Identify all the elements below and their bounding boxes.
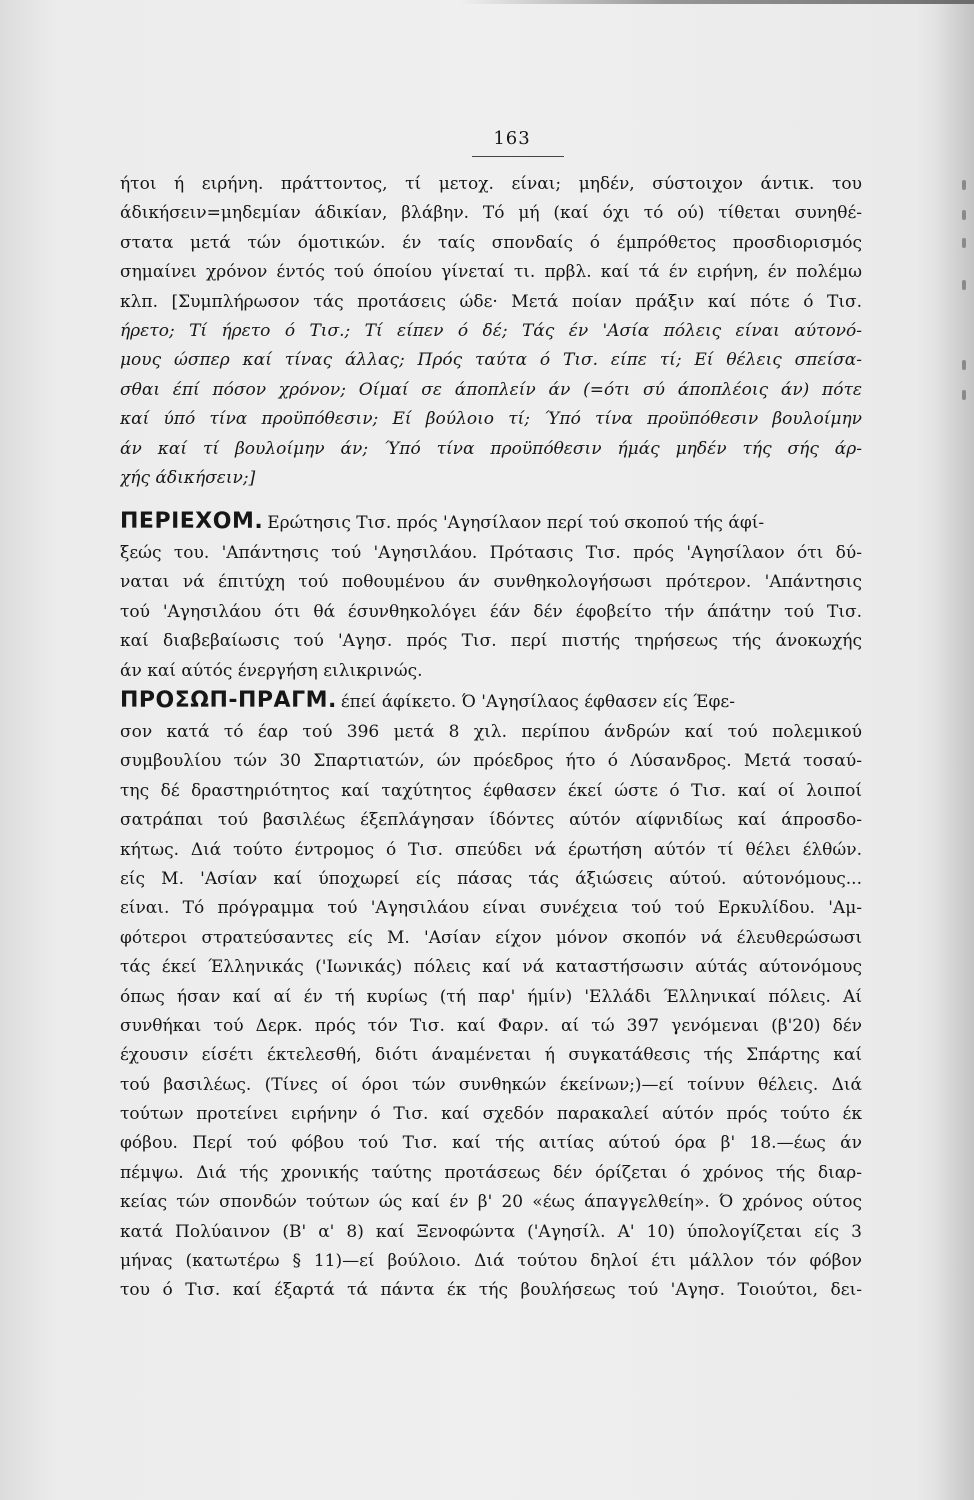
- notes-line: χής άδικήσειν;]: [120, 467, 256, 488]
- persons-line: συνθήκαι τού Δερκ. πρός τόν Τισ. καί Φαρν. αί τώ 397 γενόμεναι (β'20) δέν: [120, 1015, 862, 1036]
- notes-line: μους ώσπερ καί τίνας άλλας; Πρός ταύτα ό Τισ. είπε τί; Εί θέλεις σπείσα-: [120, 350, 862, 371]
- notes-line: ήτοι ή ειρήνη. πράττοντος, τί μετοχ. είναι; μηδέν, σύστοιχον άντικ. του: [120, 174, 862, 194]
- contents-line: καί διαβεβαίωσις τού 'Αγησ. πρός Τισ. περί πιστής τηρήσεως τής άνοκωχής: [120, 631, 862, 652]
- persons-line: φότεροι στρατεύσαντες είς Μ. 'Ασίαν είχον μόνον σκοπόν νά έλευθερώσωσι: [120, 927, 862, 948]
- persons-line: τάς έκεί Έλληνικάς ('Ιωνικάς) πόλεις καί νά καταστήσωσιν αύτάς αύτονόμους: [120, 957, 862, 978]
- notes-paragraph: [120, 170, 862, 493]
- persons-line: όπως ήσαν καί αί έν τή κυρίως (τή παρ' ήμίν) 'Ελλάδι Έλληνικαί πόλεις. Αί: [120, 986, 862, 1007]
- notes-line: άν καί τί βουλοίμην άν; Ύπό τίνα προϋπόθεσιν ήμάς μηδέν τής σής άρ-: [120, 438, 862, 459]
- persons-line: κείας τών σπονδών τούτων ώς καί έν β' 20 «έως άπαγγελθείη». Ό χρόνος ούτος: [120, 1192, 862, 1213]
- contents-first-line: [120, 505, 862, 539]
- persons-line: είναι. Τό πρόγραμμα τού 'Αγησιλάου είναι συνέχεια τού τού Ερκυλίδου. 'Αμ-: [120, 898, 862, 919]
- persons-body: [120, 718, 862, 1306]
- contents-line: ξεώς του. 'Απάντησις τού 'Αγησιλάου. Πρότασις Τισ. πρός 'Αγησίλαον ότι δύ-: [120, 543, 862, 563]
- persons-line: είς Μ. 'Ασίαν καί ύποχωρεί είς πάσας τάς άξιώσεις αύτού. αύτονόμους...: [120, 868, 862, 889]
- notes-line: άδικήσειν=μηδεμίαν άδικίαν, βλάβην. Τό μή (καί όχι τό ού) τίθεται συνηθέ-: [120, 203, 862, 224]
- persons-line: τούτων προτείνει ειρήνην ό Τισ. καί σχεδόν παρακαλεί αύτόν πρός τούτο έκ: [120, 1104, 862, 1125]
- persons-line: φόβου. Περί τού φόβου τού Τισ. καί τής αιτίας αύτού όρα β' 18.—έως άν: [120, 1133, 862, 1154]
- notes-line: σθαι έπί πόσον χρόνον; Οίμαί σε άποπλείν άν (=ότι σύ άποπλέοις άν) πότε: [120, 379, 862, 400]
- persons-section: [120, 684, 862, 1306]
- notes-line: καί ύπό τίνα προϋπόθεσιν; Εί βούλοιο τί; Ύπό τίνα προϋπόθεσιν βουλοίμην: [120, 409, 862, 430]
- contents-section: [120, 505, 862, 686]
- page-number-rule: [472, 156, 564, 157]
- margin-mark: [962, 238, 966, 248]
- persons-line: σατράπαι τού βασιλέως έξεπλάγησαν ίδόντες αύτόν αίφνιδίως καί άπροσδο-: [120, 810, 862, 831]
- persons-first-line-text: έπεί άφίκετο. Ό 'Αγησίλαος έφθασεν είς Έφε-: [340, 692, 735, 712]
- persons-line: κατά Πολύαινον (Β' α' 8) καί Ξενοφώντα ('Αγησίλ. Α' 10) ύπολογίζεται είς 3: [120, 1221, 862, 1242]
- persons-line: έχουσιν είσέτι έκτελεσθή, διότι άναμένεται ή συγκατάθεσις τής Σπάρτης καί: [120, 1045, 862, 1066]
- persons-line: συμβουλίου τών 30 Σπαρτιατών, ών πρόεδρος ήτο ό Λύσανδρος. Μετά τοσαύ-: [120, 751, 862, 772]
- persons-line: πέμψω. Διά τής χρονικής ταύτης προτάσεως δέν όρίζεται ό χρόνος τής διαρ-: [120, 1162, 862, 1183]
- contents-body: [120, 539, 862, 686]
- page-number: 163: [493, 128, 531, 149]
- persons-heading: ΠΡΟΣΩΠ-ΠΡΑΓΜ.: [120, 688, 337, 713]
- persons-line: του ό Τισ. καί έξαρτά τά πάντα έκ τής βουλήσεως τού 'Αγησ. Τοιούτοι, δει-: [120, 1280, 862, 1301]
- notes-line: ήρετο; Τί ήρετο ό Τισ.; Τί είπεν ό δέ; Τάς έν 'Ασία πόλεις είναι αύτονό-: [120, 320, 862, 341]
- notes-line: σημαίνει χρόνον έντός τού όποίου γίνεταί τι. πρβλ. καί τά έν ειρήνη, έν πολέμω: [120, 262, 862, 283]
- margin-mark: [962, 360, 966, 370]
- contents-line: τού 'Αγησιλάου ότι θά έσυνθηκολόγει έάν δέν έφοβείτο τήν άπάτην τού Τισ.: [120, 601, 862, 622]
- persons-line: τού βασιλέως. (Τίνες οί όροι τών συνθηκών έκείνων;)—εί τοίνυν θέλεις. Διά: [120, 1074, 862, 1095]
- margin-mark: [962, 180, 966, 190]
- top-edge-shadow: [460, 0, 974, 4]
- contents-first-line-text: Ερώτησις Τισ. πρός 'Αγησίλαον περί τού σκοπού τής άφί-: [267, 513, 765, 533]
- persons-line: κήτως. Διά τούτο έντρομος ό Τισ. σπεύδει νά έρωτήση αύτόν τί θέλει έλθών.: [120, 839, 862, 860]
- persons-line: της δέ δραστηριότητος καί ταχύτητος έφθασεν έκεί ώστε ό Τισ. καί οί λοιποί: [120, 780, 862, 801]
- margin-mark: [962, 280, 966, 290]
- persons-first-line: [120, 684, 862, 718]
- margin-bleed-marks: [946, 180, 968, 440]
- margin-mark: [962, 210, 966, 220]
- persons-line: σον κατά τό έαρ τού 396 μετά 8 χιλ. περίπου άνδρών καί τού πολεμικού: [120, 722, 862, 742]
- contents-heading: ΠΕΡΙΕΧΟΜ.: [120, 509, 264, 534]
- persons-line: μήνας (κατωτέρω § 11)—εί βούλοιο. Διά τούτου δηλοί έτι μάλλον τόν φόβον: [120, 1251, 862, 1272]
- contents-line: ναται νά έπιτύχη τού ποθουμένου άν συνθηκολογήσωσι πρότερον. 'Απάντησις: [120, 572, 862, 593]
- notes-line: κλπ. [Συμπλήρωσον τάς προτάσεις ώδε· Μετά ποίαν πράξιν καί πότε ό Τισ.: [120, 291, 862, 312]
- margin-mark: [962, 390, 966, 400]
- contents-line: άν καί αύτός ένεργήση ειλικρινώς.: [120, 660, 423, 681]
- notes-line: στατα μετά τών όμοτικών. έν ταίς σπονδαίς ό έμπρόθετος προσδιορισμός: [120, 232, 862, 253]
